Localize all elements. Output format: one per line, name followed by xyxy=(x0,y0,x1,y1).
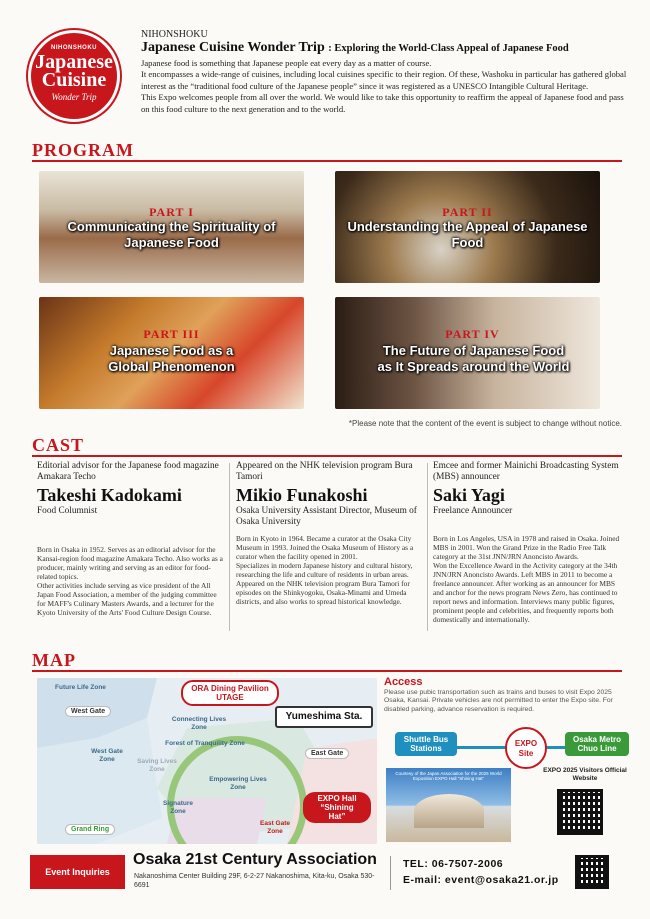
program-divider xyxy=(32,160,622,162)
cast-separator xyxy=(427,463,428,631)
zone-empowering[interactable]: Empowering Lives Zone xyxy=(209,776,267,791)
east-gate-tag[interactable]: East Gate xyxy=(305,748,349,759)
intro-text xyxy=(141,58,631,115)
shuttle-bus-pill[interactable]: Shuttle Bus Stations xyxy=(395,732,457,756)
cast-role: Editorial advisor for the Japanese food magazine Amakara Techo xyxy=(37,461,219,482)
bio-para: Born in Osaka in 1952. Serves as an editorial advisor for the Kansai-region food magazine Amakara Techo. Also works as a producer, mainly writing and serving as an editor for food-related topics. xyxy=(37,545,223,581)
contact-phone[interactable]: TEL: 06-7507-2006 xyxy=(403,858,504,870)
intro-para-3: This Expo welcomes people from all over the world. We would like to take this opportunity to reaffirm the appeal of Japanese food and pass on this food culture to the next generation and to the world. xyxy=(141,92,624,114)
qr-label: EXPO 2025 Visitors Official Website xyxy=(543,767,627,782)
expo-site-map[interactable] xyxy=(37,678,377,844)
bio-para: Other activities include serving as vice president of the All Japan Food Association, a member of the judging committee for MAFF's Culinary Masters Awards, and a lecturer for the Kyoto University of the Arts' Food Culture Design Course. xyxy=(37,581,217,617)
program-part-1 xyxy=(39,171,304,283)
event-inquiries-badge: Event Inquiries xyxy=(30,855,125,889)
zone-forest[interactable]: Forest of Tranquility Zone xyxy=(165,740,245,747)
brand-label: NIHONSHOKU xyxy=(141,29,208,40)
cast-divider xyxy=(32,455,622,457)
contact-email[interactable]: E-mail: event@osaka21.or.jp xyxy=(403,874,559,886)
bio-para: Specializes in modern Japanese history and cultural history, researching the life and culture of residents in urban areas. xyxy=(236,561,413,579)
cast-name: Saki Yagi xyxy=(433,485,505,505)
part-label: PART I xyxy=(149,205,194,219)
logo-top-text: NIHONSHOKU xyxy=(50,45,97,51)
organization-name: Osaka 21st Century Association xyxy=(133,851,377,868)
contact-qr[interactable] xyxy=(575,855,609,889)
part-label: PART IV xyxy=(445,327,500,341)
expo-website-qr[interactable] xyxy=(557,789,603,835)
station-label[interactable]: Yumeshima Sta. xyxy=(275,706,373,728)
cast-bio xyxy=(37,545,225,617)
grand-ring-tag[interactable]: Grand Ring xyxy=(65,824,115,835)
cast-heading: CAST xyxy=(32,435,85,455)
dome-shape xyxy=(414,794,484,828)
cast-bio xyxy=(433,534,621,624)
program-part-4 xyxy=(335,297,600,409)
cast-role: Emcee and former Mainichi Broadcasting System (MBS) announcer xyxy=(433,461,619,482)
zone-future-life[interactable]: Future Life Zone xyxy=(55,684,106,691)
organization-address: Nakanoshima Center Building 29F, 6-2-27 Nakanoshima, Kita-ku, Osaka 530-6691 xyxy=(134,873,375,889)
map-divider xyxy=(32,670,622,672)
expo-hall-callout[interactable]: EXPO Hall “Shining Hat” xyxy=(303,792,371,823)
cast-position: Food Columnist xyxy=(37,506,98,516)
logo-sub-text: Wonder Trip xyxy=(51,92,97,102)
part-title: Japanese Food as a Global Phenomenon xyxy=(108,343,235,374)
page-title xyxy=(141,40,569,56)
program-note: *Please note that the content of the event is subject to change without notice. xyxy=(348,419,622,428)
access-heading: Access xyxy=(384,676,423,688)
part-label: PART III xyxy=(143,327,200,341)
metro-line-pill[interactable]: Osaka Metro Chuo Line xyxy=(565,732,629,756)
cast-member-1 xyxy=(37,461,225,617)
cast-bio xyxy=(236,534,424,606)
expo-hall-photo xyxy=(386,768,511,842)
bio-para: Won the Excellence Award in the Activity category at the 34th JNN/JRN Anoncisto Awards. Left MBS in 2011 to become a freelance announcer. After working as an announcer for MBS and anchor for the news program News Zero, has continued to report news and information. Interviews many public figures, prominent people and celebrities, and frequently reports both domestically and internationally. xyxy=(433,561,618,624)
bio-para: Appeared on the NHK television program Bura Tamori for episodes on the Shinkyogoku, Osaka-Minami and Umeda districts, and also works to spread historical knowledge. xyxy=(236,579,410,606)
cast-name: Takeshi Kadokami xyxy=(37,485,182,505)
expo-site-badge[interactable]: EXPO Site xyxy=(505,727,547,769)
program-heading: PROGRAM xyxy=(32,140,134,160)
cast-separator xyxy=(229,463,230,631)
intro-para-2: It encompasses a wide-range of cuisines, including local cuisines specific to their region. Of these, Washoku in particular has gathered global interest as the “traditional food culture of the Japanese people” since it was registered as a UNESCO Intangible Cultural Heritage. xyxy=(141,69,627,91)
part-title: Understanding the Appeal of Japanese Food xyxy=(347,219,588,250)
photo-caption: Courtesy of the Japan Association for the 2025 World Exposition EXPO Hall “Shining Hat” xyxy=(395,771,502,781)
zone-connecting-lives[interactable]: Connecting Lives Zone xyxy=(171,716,227,731)
bio-para: Born in Kyoto in 1964. Became a curator at the Osaka City Museum in 1993. Joined the Osaka Museum of History as a curator when the facility opened in 2001. xyxy=(236,534,414,561)
cast-position: Osaka University Assistant Director, Museum of Osaka University xyxy=(236,506,417,527)
footer-divider xyxy=(390,856,391,890)
zone-signature[interactable]: Signature Zone xyxy=(163,800,193,815)
cast-member-3 xyxy=(433,461,621,624)
zone-east-gate[interactable]: East Gate Zone xyxy=(260,820,290,835)
event-logo xyxy=(28,30,120,122)
bio-para: Born in Los Angeles, USA in 1978 and raised in Osaka. Joined MBS in 2001. Won the Grand Prize in the Radio Free Talk category at the 31st JNN/JRN Anoncisto Awards. xyxy=(433,534,620,561)
map-heading: MAP xyxy=(32,650,76,670)
program-part-3 xyxy=(39,297,304,409)
part-title: Communicating the Spirituality of Japanese Food xyxy=(67,219,276,250)
logo-main-text: Japanese Cuisine xyxy=(35,51,113,91)
title-subtitle: : Exploring the World-Class Appeal of Japanese Food xyxy=(328,43,569,54)
pavilion-callout[interactable]: ORA Dining Pavilion UTAGE xyxy=(181,680,279,706)
zone-saving-lives[interactable]: Saving Lives Zone xyxy=(137,758,177,773)
west-gate-tag[interactable]: West Gate xyxy=(65,706,111,717)
program-part-2 xyxy=(335,171,600,283)
cast-member-2 xyxy=(236,461,424,606)
access-text: Please use pubic transportation such as trains and buses to visit Expo 2025 Osaka, Kansai. Private vehicles are not permitted to enter the Expo site. For disabled parking, advance reservation is required. xyxy=(384,689,613,713)
cast-name: Mikio Funakoshi xyxy=(236,485,368,505)
intro-para-1: Japanese food is something that Japanese people eat every day as a matter of course. xyxy=(141,58,432,68)
cast-role: Appeared on the NHK television program Bura Tamori xyxy=(236,461,413,482)
cast-position: Freelance Announcer xyxy=(433,506,513,516)
part-title: The Future of Japanese Food as It Spreads around the World xyxy=(377,343,570,374)
zone-west-gate[interactable]: West Gate Zone xyxy=(91,748,123,763)
part-label: PART II xyxy=(442,205,493,219)
title-main: Japanese Cuisine Wonder Trip xyxy=(141,40,325,55)
